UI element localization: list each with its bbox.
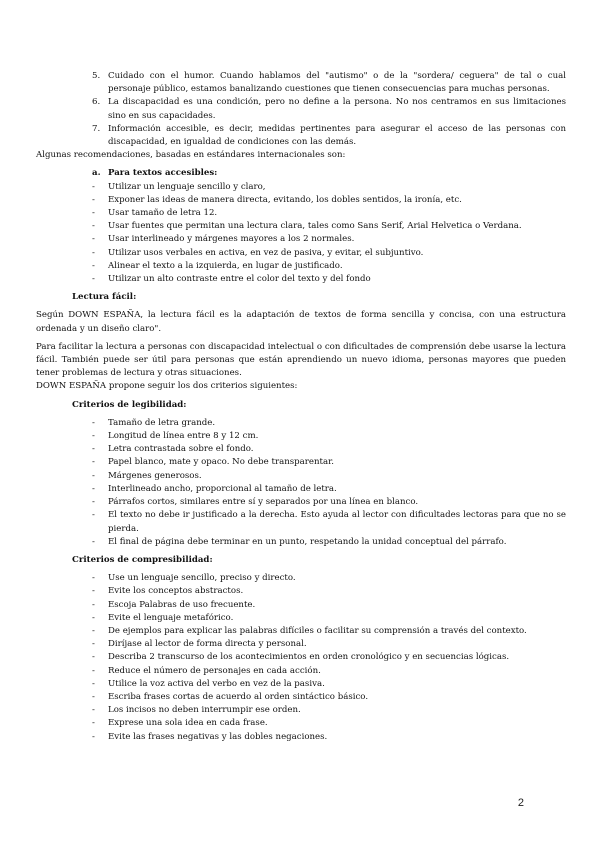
list-item: - Alinear el texto a la izquierda, en lugar de justificado. — [36, 260, 566, 273]
section-a-title: Para textos accesibles: — [108, 168, 218, 179]
dash-marker: - — [92, 483, 95, 494]
dash-marker: - — [92, 705, 95, 716]
paragraph-facilitar: Para facilitar la lectura a personas con discapacidad intelectual o con dificultades de comprensión debe usarse la lectura fácil. También puede ser útil para personas que están aprendiendo un nuevo idioma, personas mayores que pueden tener problemas de lectura y otras situaciones. — [36, 341, 566, 379]
comprensibilidad-list — [36, 572, 566, 744]
section-a-heading — [36, 167, 566, 180]
list-item: - Diríjase al lector de forma directa y personal. — [36, 638, 566, 651]
numbered-item — [36, 70, 566, 96]
dash-marker: - — [92, 274, 95, 285]
list-item: - Utilizar un alto contraste entre el color del texto y del fondo — [36, 273, 566, 286]
dash-marker: - — [92, 417, 95, 428]
numbered-item — [36, 96, 566, 122]
dash-marker: - — [92, 221, 95, 232]
item-text: La discapacidad es una condición, pero no define a la persona. No nos centramos en sus limitaciones sino en sus capacidades. — [108, 97, 566, 121]
dash-marker: - — [92, 260, 95, 271]
dash-marker: - — [92, 652, 95, 663]
numbered-item — [36, 123, 566, 149]
dash-marker: - — [92, 247, 95, 258]
list-item: - Párrafos cortos, similares entre sí y separados por una línea en blanco. — [36, 496, 566, 509]
intro-recommendations: Algunas recomendaciones, basadas en estándares internacionales son: — [36, 150, 346, 161]
list-item: - Use un lenguaje sencillo, preciso y directo. — [36, 572, 566, 585]
dash-marker: - — [92, 444, 95, 455]
list-item: - El texto no debe ir justificado a la derecha. Esto ayuda al lector con dificultades lectoras para que no se pierda. — [92, 510, 566, 534]
list-item: - Evite los conceptos abstractos. — [36, 585, 566, 598]
dash-marker: - — [92, 536, 95, 547]
list-item: - Márgenes generosos. — [36, 470, 566, 483]
list-item: - Evite las frases negativas y las dobles negaciones. — [36, 731, 566, 744]
dash-marker: - — [92, 639, 95, 650]
list-item: - Describa 2 transcurso de los acontecimientos en orden cronológico y en secuencias lógicas. — [36, 651, 566, 664]
paragraph-propone: DOWN ESPAÑA propone seguir los dos criterios siguientes: — [36, 381, 298, 392]
dash-marker: - — [92, 510, 95, 521]
item-text: Cuidado con el humor. Cuando hablamos del "autismo" o de la "sordera/ ceguera" de tal o cual personaje público, estamos banalizando cuestiones que tienen consecuencias para muchas personas. — [108, 71, 566, 95]
list-item: - Los incisos no deben interrumpir ese orden. — [36, 704, 566, 717]
list-item: - Reduce el número de personajes en cada acción. — [36, 665, 566, 678]
dash-marker: - — [92, 497, 95, 508]
accessible-text-list — [36, 181, 566, 287]
list-item: - Longitud de línea entre 8 y 12 cm. — [36, 430, 566, 443]
paragraph-down-espana: Según DOWN ESPAÑA, la lectura fácil es la adaptación de textos de forma sencilla y concisa, con una estructura ordenada y un diseño claro". — [36, 310, 566, 334]
section-a-label: a. — [92, 168, 101, 179]
dash-marker: - — [92, 691, 95, 702]
list-item: - De ejemplos para explicar las palabras difíciles o facilitar su comprensión a través del contexto. — [36, 625, 566, 638]
list-item: - Tamaño de letra grande. — [36, 417, 566, 430]
numbered-list — [36, 70, 566, 149]
dash-marker: - — [92, 612, 95, 623]
list-item: - Exprese una sola idea en cada frase. — [36, 717, 566, 730]
dash-marker: - — [92, 234, 95, 245]
dash-marker: - — [92, 718, 95, 729]
dash-marker: - — [92, 573, 95, 584]
list-item: - Utilizar un lenguaje sencillo y claro, — [36, 181, 566, 194]
item-number: 6. — [92, 97, 101, 108]
dash-marker: - — [92, 731, 95, 742]
page-number: 2 — [517, 797, 524, 809]
list-item: - El final de página debe terminar en un punto, respetando la unidad conceptual del párrafo. — [36, 536, 566, 549]
legibilidad-list — [36, 417, 566, 549]
item-number: 5. — [92, 71, 101, 81]
list-item: - Exponer las ideas de manera directa, evitando, los dobles sentidos, la ironía, etc. — [36, 194, 566, 207]
comprensibilidad-heading: Criterios de compresibilidad: — [72, 554, 213, 565]
item-text: Información accesible, es decir, medidas pertinentes para asegurar el acceso de las personas con discapacidad, en igualdad de condiciones con las demás. — [108, 123, 566, 148]
item-number: 7. — [92, 123, 101, 134]
dash-marker: - — [92, 599, 95, 610]
dash-marker: - — [92, 181, 95, 192]
legibilidad-heading: Criterios de legibilidad: — [72, 399, 187, 410]
list-item: - Usar interlineado y márgenes mayores a los 2 normales. — [36, 233, 566, 246]
list-item: - Usar tamaño de letra 12. — [36, 207, 566, 220]
list-item: - Utilizar usos verbales en activa, en vez de pasiva, y evitar, el subjuntivo. — [36, 247, 566, 260]
lectura-facil-heading: Lectura fácil: — [72, 292, 137, 303]
list-item: - Letra contrastada sobre el fondo. — [36, 443, 566, 456]
dash-marker: - — [92, 665, 95, 676]
list-item: - Interlineado ancho, proporcional al tamaño de letra. — [36, 483, 566, 496]
dash-marker: - — [92, 431, 95, 442]
list-item: - Papel blanco, mate y opaco. No debe transparentar. — [36, 456, 566, 469]
page-content — [36, 70, 566, 744]
dash-marker: - — [92, 208, 95, 219]
dash-marker: - — [92, 457, 95, 468]
list-item: - Utilice la voz activa del verbo en vez de la pasiva. — [36, 678, 566, 691]
dash-marker: - — [92, 586, 95, 597]
list-item: - Escoja Palabras de uso frecuente. — [36, 599, 566, 612]
dash-marker: - — [92, 194, 95, 205]
dash-marker: - — [92, 470, 95, 481]
list-item: - Escriba frases cortas de acuerdo al orden sintáctico básico. — [36, 691, 566, 704]
list-item: - Usar fuentes que permitan una lectura clara, tales como Sans Serif, Arial Helvetica o Verdana. — [36, 220, 566, 233]
dash-marker: - — [92, 678, 95, 689]
list-item: - Evite el lenguaje metafórico. — [36, 612, 566, 625]
dash-marker: - — [92, 625, 95, 636]
